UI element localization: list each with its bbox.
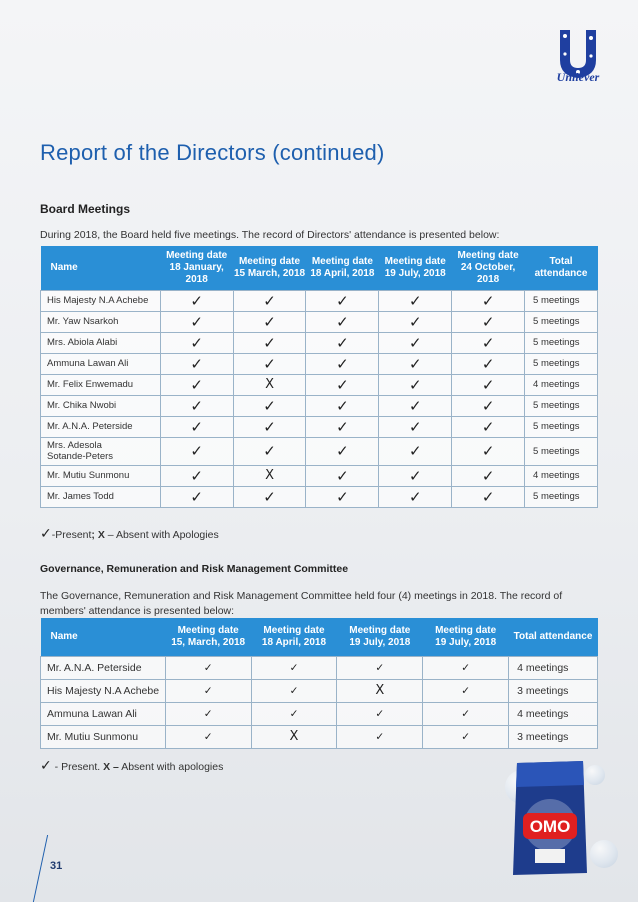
committee-legend: ✓ - Present. X – Absent with apologies [40,757,224,773]
member-name: Mr. A.N.A. Peterside [41,656,166,679]
total-attendance: 5 meetings [525,437,598,465]
column-header-total: Total attendance [509,618,598,656]
column-header-meeting: Meeting date 24 October, 2018 [452,246,525,290]
table-row [41,437,598,465]
page-number: 31 [50,860,63,872]
present-check-icon: ✓ [160,437,233,465]
absent-mark: X [233,374,306,395]
present-check-icon: ✓ [452,416,525,437]
total-attendance: 4 meetings [509,702,598,725]
total-attendance: 3 meetings [509,725,598,748]
check-icon: ✓ [40,525,52,541]
present-check-icon: ✓ [452,437,525,465]
present-check-icon: ✓ [165,725,251,748]
board-attendance-table [40,246,598,508]
column-header-meeting: Meeting date 18 April, 2018 [251,618,337,656]
table-row [41,416,598,437]
member-name: Mr. Yaw Nsarkoh [41,311,161,332]
absent-mark: X [251,725,337,748]
page-title: Report of the Directors (continued) [40,140,385,165]
total-attendance: 3 meetings [509,679,598,702]
present-check-icon: ✓ [233,416,306,437]
table-row [41,311,598,332]
present-check-icon: ✓ [165,656,251,679]
member-name: Ammuna Lawan Ali [41,353,161,374]
table-row [41,679,598,702]
column-header-name: Name [41,618,166,656]
member-name: Mr. Chika Nwobi [41,395,161,416]
present-check-icon: ✓ [379,465,452,486]
check-icon: ✓ [40,757,52,773]
present-check-icon: ✓ [452,311,525,332]
table-row [41,374,598,395]
absent-mark: X [337,679,423,702]
present-check-icon: ✓ [233,353,306,374]
present-check-icon: ✓ [233,395,306,416]
table-row [41,332,598,353]
present-check-icon: ✓ [452,374,525,395]
present-check-icon: ✓ [423,702,509,725]
present-check-icon: ✓ [379,486,452,507]
present-check-icon: ✓ [337,725,423,748]
present-check-icon: ✓ [337,656,423,679]
column-header-meeting: Meeting date 15 March, 2018 [233,246,306,290]
present-check-icon: ✓ [233,486,306,507]
present-check-icon: ✓ [160,290,233,311]
column-header-name: Name [41,246,161,290]
board-intro: During 2018, the Board held five meetings. The record of Directors' attendance is presented below: [40,229,500,241]
member-name: His Majesty N.A Achebe [41,290,161,311]
absent-mark: X [233,465,306,486]
table-row [41,702,598,725]
table-row [41,656,598,679]
present-check-icon: ✓ [251,702,337,725]
committee-intro: The Governance, Remuneration and Risk Management Committee held four (4) meetings in 2018. The record of members' attendance is presented below: [40,590,563,617]
present-check-icon: ✓ [160,486,233,507]
total-attendance: 4 meetings [525,374,598,395]
present-check-icon: ✓ [452,290,525,311]
table-row [41,725,598,748]
present-check-icon: ✓ [160,332,233,353]
board-legend: ✓-Present; X – Absent with Apologies [40,525,219,541]
present-check-icon: ✓ [337,702,423,725]
member-name: Mr. Felix Enwemadu [41,374,161,395]
column-header-total: Total attendance [525,246,598,290]
present-check-icon: ✓ [233,332,306,353]
present-check-icon: ✓ [233,311,306,332]
present-check-icon: ✓ [379,353,452,374]
unilever-wordmark: Unilever [556,70,600,84]
column-header-meeting: Meeting date 15, March, 2018 [165,618,251,656]
table-row [41,465,598,486]
present-check-icon: ✓ [165,679,251,702]
present-check-icon: ✓ [306,311,379,332]
member-name: Mr. Mutiu Sunmonu [41,725,166,748]
present-check-icon: ✓ [233,290,306,311]
column-header-meeting: Meeting date 19 July, 2018 [379,246,452,290]
present-check-icon: ✓ [452,486,525,507]
table-row [41,486,598,507]
present-check-icon: ✓ [452,395,525,416]
total-attendance: 5 meetings [525,332,598,353]
column-header-meeting: Meeting date 18 April, 2018 [306,246,379,290]
member-name: Mr. Mutiu Sunmonu [41,465,161,486]
table-row [41,290,598,311]
present-check-icon: ✓ [160,311,233,332]
total-attendance: 5 meetings [525,290,598,311]
present-check-icon: ✓ [165,702,251,725]
present-check-icon: ✓ [306,353,379,374]
present-check-icon: ✓ [251,656,337,679]
present-check-icon: ✓ [379,311,452,332]
column-header-meeting: Meeting date 19 July, 2018 [423,618,509,656]
total-attendance: 4 meetings [525,465,598,486]
present-check-icon: ✓ [379,374,452,395]
present-check-icon: ✓ [452,332,525,353]
member-name: Mr. A.N.A. Peterside [41,416,161,437]
present-check-icon: ✓ [452,353,525,374]
present-check-icon: ✓ [251,679,337,702]
total-attendance: 5 meetings [525,416,598,437]
present-check-icon: ✓ [306,437,379,465]
column-header-meeting: Meeting date 19 July, 2018 [337,618,423,656]
omo-detergent-pack-image [495,755,605,880]
present-check-icon: ✓ [306,374,379,395]
present-check-icon: ✓ [306,290,379,311]
present-check-icon: ✓ [160,395,233,416]
total-attendance: 5 meetings [525,395,598,416]
total-attendance: 5 meetings [525,311,598,332]
present-check-icon: ✓ [160,374,233,395]
present-check-icon: ✓ [423,656,509,679]
present-check-icon: ✓ [306,332,379,353]
present-check-icon: ✓ [379,437,452,465]
present-check-icon: ✓ [379,290,452,311]
table-row [41,353,598,374]
present-check-icon: ✓ [306,486,379,507]
member-name: His Majesty N.A Achebe [41,679,166,702]
present-check-icon: ✓ [452,465,525,486]
member-name: Ammuna Lawan Ali [41,702,166,725]
present-check-icon: ✓ [160,353,233,374]
board-meetings-heading: Board Meetings [40,202,131,216]
product-label: OMO [529,817,571,836]
present-check-icon: ✓ [423,725,509,748]
present-check-icon: ✓ [379,332,452,353]
present-check-icon: ✓ [379,416,452,437]
member-name: Mr. James Todd [41,486,161,507]
present-check-icon: ✓ [160,465,233,486]
total-attendance: 4 meetings [509,656,598,679]
present-check-icon: ✓ [233,437,306,465]
present-check-icon: ✓ [379,395,452,416]
present-check-icon: ✓ [423,679,509,702]
table-row [41,395,598,416]
present-check-icon: ✓ [306,465,379,486]
member-name: Mrs. Adesola Sotande-Peters [41,437,161,465]
total-attendance: 5 meetings [525,486,598,507]
member-name: Mrs. Abiola Alabi [41,332,161,353]
present-check-icon: ✓ [306,416,379,437]
present-check-icon: ✓ [160,416,233,437]
present-check-icon: ✓ [306,395,379,416]
committee-heading: Governance, Remuneration and Risk Management Committee [40,563,349,575]
total-attendance: 5 meetings [525,353,598,374]
column-header-meeting: Meeting date 18 January, 2018 [160,246,233,290]
committee-attendance-table [40,618,598,749]
